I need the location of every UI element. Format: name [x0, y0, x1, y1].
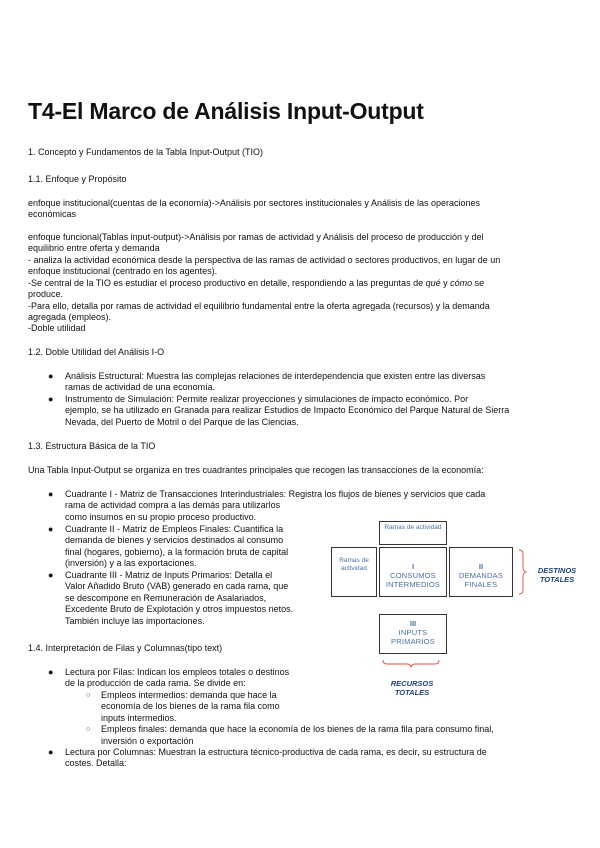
list-item: costes. Detalla: [65, 758, 127, 768]
recursos-brace-icon [383, 660, 439, 667]
list-item: Lectura por Filas: Indican los empleos totales o destinos [65, 667, 290, 677]
paragraph-line: -Se central de la TIO es estudiar el proceso productivo en detalle, respondiendo a las preguntas de qué y cómo se [28, 278, 485, 288]
quadrant-i-label: CONSUMOS [390, 571, 436, 580]
subbullet-icon: ○ [86, 726, 91, 733]
list-item: demanda de bienes y servicios destinados al consumo [65, 535, 284, 545]
list-item: ejemplo, se ha utilizado en Granada para realizar Estudios de Impacto Económico del Parque Natural de Sierra [65, 405, 510, 415]
sublist-item: inversión o exportación [101, 736, 194, 746]
section-heading-1-2: 1.2. Doble Utilidad del Análisis I-O [28, 347, 165, 357]
section-heading-1-1: 1.1. Enfoque y Propósito [28, 174, 127, 184]
paragraph-line: económicas [28, 209, 77, 219]
paragraph-line: enfoque funcional(Tablas input-output)->Análisis por ramas de actividad y Análisis del proceso de producción y del [28, 232, 484, 242]
list-item: Análisis Estructural: Muestra las complejas relaciones de interdependencia que existen entre las diversas [65, 371, 486, 381]
list-item: Cuadrante II - Matriz de Empleos Finales: Cuantifica la [65, 524, 284, 534]
quadrant-iii-number: III [409, 619, 417, 628]
quadrant-ii-label: DEMANDAS [458, 571, 504, 580]
quadrant-iii-label: INPUTS [398, 628, 428, 637]
paragraph-line: agregada (empleos). [28, 312, 112, 322]
sublist-item: inputs intermedios. [101, 713, 177, 723]
bullet-icon: ● [48, 747, 54, 757]
list-item: se descompone en Remuneración de Asalariados, [65, 593, 267, 603]
section-heading-1-4: 1.4. Interpretación de Filas y Columnas(tipo text) [28, 643, 223, 653]
bullet-icon: ● [48, 489, 54, 499]
list-item: Nevada, del Puerto de Motril o del Parque de las Ciencias. [65, 417, 299, 427]
list-item: como insumos en su propio proceso productivo. [65, 512, 257, 522]
sublist-item: Empleos finales: demanda que hace la economía de los bienes de la rama fila para consumo final, [101, 724, 494, 734]
quadrant-i-label: INTERMEDIOS [385, 580, 441, 589]
paragraph-line: enfoque institucional (centrado en los agentes). [28, 266, 218, 276]
destinos-brace-icon [519, 550, 526, 594]
list-item: final (hogares, gobierno), a la formación bruta de capital [65, 547, 289, 557]
list-item: de la producción de cada rama. Se divide en: [65, 678, 246, 688]
recursos-totales-label: RECURSOS TOTALES [390, 679, 434, 697]
bullet-icon: ● [48, 667, 54, 677]
destinos-totales-label: DESTINOS TOTALES [537, 566, 577, 584]
quadrant-ii-number: II [478, 562, 484, 571]
section-heading-1-3: 1.3. Estructura Básica de la TIO [28, 441, 156, 451]
list-item: Valor Añadido Bruto (VAB) generado en cada rama, que [65, 581, 289, 591]
paragraph-line: -Doble utilidad [28, 323, 86, 333]
paragraph-line: Una Tabla Input-Output se organiza en tres cuadrantes principales que recogen las transacciones de la economía: [28, 465, 484, 475]
list-item: Lectura por Columnas: Muestran la estructura técnico-productiva de cada rama, es decir, su estructura de [65, 747, 487, 757]
list-item: Excedente Bruto de Explotación y otros impuestos netos. [65, 604, 294, 614]
section-heading-1: 1. Concepto y Fundamentos de la Tabla Input-Output (TIO) [28, 147, 263, 157]
paragraph-line: enfoque institucional(cuentas de la economía)->Análisis por sectores institucionales y Análisis de las operaciones [28, 198, 481, 208]
quadrant-iii-label: PRIMARIOS [391, 637, 435, 646]
paragraph-line: equilibrio entre oferta y demanda [28, 243, 160, 253]
paragraph-line: - analiza la actividad económica desde la perspectiva de las ramas de actividad o sectores productivos, en lugar de un [28, 255, 501, 265]
ramas-top-label: Ramas de actividad [384, 524, 442, 531]
ramas-left-label: Ramas de actividad [339, 557, 369, 572]
list-item: Cuadrante I - Matriz de Transacciones Interindustriales: Registra los flujos de bienes y servicios que cada [65, 489, 486, 499]
bullet-icon: ● [48, 570, 54, 580]
sublist-item: Empleos intermedios: demanda que hace la [101, 690, 277, 700]
list-item: ramas de actividad de una economía. [65, 382, 216, 392]
bullet-icon: ● [48, 394, 54, 404]
list-item: rama de actividad compra a las demás para utilizarlos [65, 500, 281, 510]
quadrant-i-number: I [411, 562, 415, 571]
bullet-icon: ● [48, 524, 54, 534]
sublist-item: economía de los bienes de la rama fila como [101, 701, 280, 711]
bullet-icon: ● [48, 371, 54, 381]
list-item: (inversión) y a las exportaciones. [65, 558, 197, 568]
page-title: T4-El Marco de Análisis Input-Output [28, 98, 424, 124]
quadrant-ii-label: FINALES [464, 580, 498, 589]
list-item: También incluye las importaciones. [65, 616, 205, 626]
list-item: Cuadrante III - Matriz de Inputs Primarios: Detalla el [65, 570, 273, 580]
list-item: Instrumento de Simulación: Permite realizar proyecciones y simulaciones de impacto económico. Por [65, 394, 469, 404]
subbullet-icon: ○ [86, 692, 91, 699]
paragraph-line: produce. [28, 289, 64, 299]
paragraph-line: -Para ello, detalla por ramas de actividad el equilibrio fundamental entre la oferta agregada (recursos) y la demanda [28, 301, 490, 311]
